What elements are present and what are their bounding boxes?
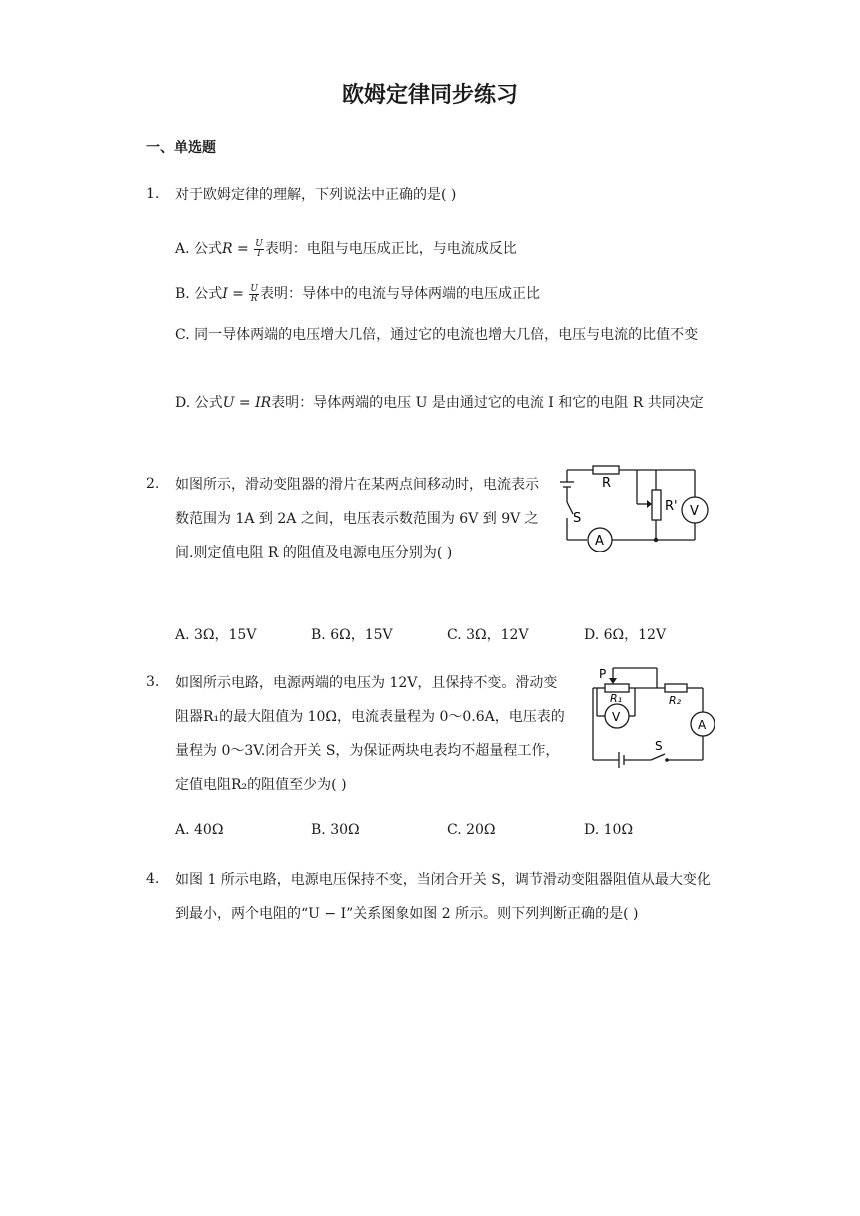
rheostat-r1-label: R₁ [610, 692, 623, 705]
section-heading: 一、单选题 [146, 140, 216, 156]
question-3-number: 3. [146, 674, 160, 690]
rheostat-rp-label: R' [665, 499, 678, 514]
slider-p-label: P [599, 667, 607, 681]
question-2-text: 如图所示，滑动变阻器的滑片在某两点间移动时，电流表示数范围为 1A 到 2A 之间，电压表示数范围为 6V 到 9V 之间.则定值电阻 R 的阻值及电源电压分别为( ) [175, 477, 539, 561]
option-a-label: A. [175, 241, 190, 257]
question-2-number: 2. [146, 476, 160, 492]
switch-s-label: S [573, 511, 582, 526]
question-1-option-a [175, 232, 720, 266]
option-a-lhs: R [222, 241, 233, 257]
resistor-r2-label: R₂ [669, 694, 682, 707]
voltmeter-label: V [612, 710, 621, 724]
question-3-option-a: A. 40Ω [175, 822, 224, 838]
option-c-text: 同一导体两端的电压增大几倍，通过它的电流也增大几倍，电压与电流的比值不变 [194, 327, 699, 343]
question-1-option-b [175, 277, 720, 311]
question-1-option-d [175, 386, 720, 420]
option-b-post: 表明：导体中的电流与导体两端的电压成正比 [259, 286, 540, 302]
question-3-option-c: C. 20Ω [447, 822, 496, 838]
fraction-denominator: R [250, 293, 258, 304]
question-3-option-b: B. 30Ω [311, 822, 360, 838]
ammeter-label: A [698, 718, 707, 732]
page-title: 欧姆定律同步练习 [341, 83, 518, 108]
option-c-label: C. [175, 327, 190, 343]
question-4-number: 4. [146, 871, 160, 887]
fraction-numerator: U [250, 283, 258, 294]
ammeter-label: A [595, 534, 604, 549]
option-b-eq: = [227, 286, 249, 302]
question-3-text: 如图所示电路，电源两端的电压为 12V，且保持不变。滑动变阻器R₁的最大阻值为 10Ω，电流表量程为 0～0.6A，电压表的量程为 0～3V.闭合开关 S，为保证两块电表均不超量程工作，定值电阻R₂的阻值至少为( ) [175, 675, 565, 793]
option-b-label: B. [175, 286, 190, 302]
question-2-option-a: A. 3Ω，15V [175, 627, 257, 643]
question-2-option-d: D. 6Ω，12V [584, 627, 667, 643]
question-1-number: 1. [146, 186, 160, 202]
voltmeter-label: V [690, 504, 699, 519]
option-b-pre: 公式 [194, 286, 223, 302]
option-d-pre: 公式 [194, 395, 223, 411]
option-d-label: D. [175, 395, 191, 411]
question-3-circuit-diagram [585, 664, 715, 774]
option-a-pre: 公式 [194, 241, 223, 257]
option-b-lhs: I [222, 286, 228, 302]
switch-s-label: S [655, 739, 663, 753]
question-2-option-b: B. 6Ω，15V [311, 627, 393, 643]
question-3-option-d: D. 10Ω [584, 822, 634, 838]
option-d-formula: U = IR [222, 395, 272, 411]
resistor-r-label: R [602, 476, 612, 491]
question-4-text: 如图 1 所示电路，电源电压保持不变，当闭合开关 S，调节滑动变阻器阻值从最大变化到最小，两个电阻的“U − I”关系图象如图 2 所示。则下列判断正确的是( ) [175, 872, 711, 922]
fraction-denominator: I [257, 248, 261, 259]
question-2-option-c: C. 3Ω，12V [447, 627, 529, 643]
option-a-eq: = [232, 241, 254, 257]
question-1-text: 对于欧姆定律的理解，下列说法中正确的是( ) [175, 187, 457, 203]
option-d-text: 表明：导体两端的电压 U 是由通过它的电流 I 和它的电阻 R 共同决定 [271, 395, 704, 411]
option-a-fraction [254, 240, 264, 259]
option-a-post: 表明：电阻与电压成正比，与电流成反比 [264, 241, 517, 257]
question-2-circuit-diagram [555, 462, 720, 552]
fraction-numerator: U [255, 238, 263, 249]
option-b-fraction [249, 285, 259, 304]
question-1-option-c [175, 318, 720, 352]
